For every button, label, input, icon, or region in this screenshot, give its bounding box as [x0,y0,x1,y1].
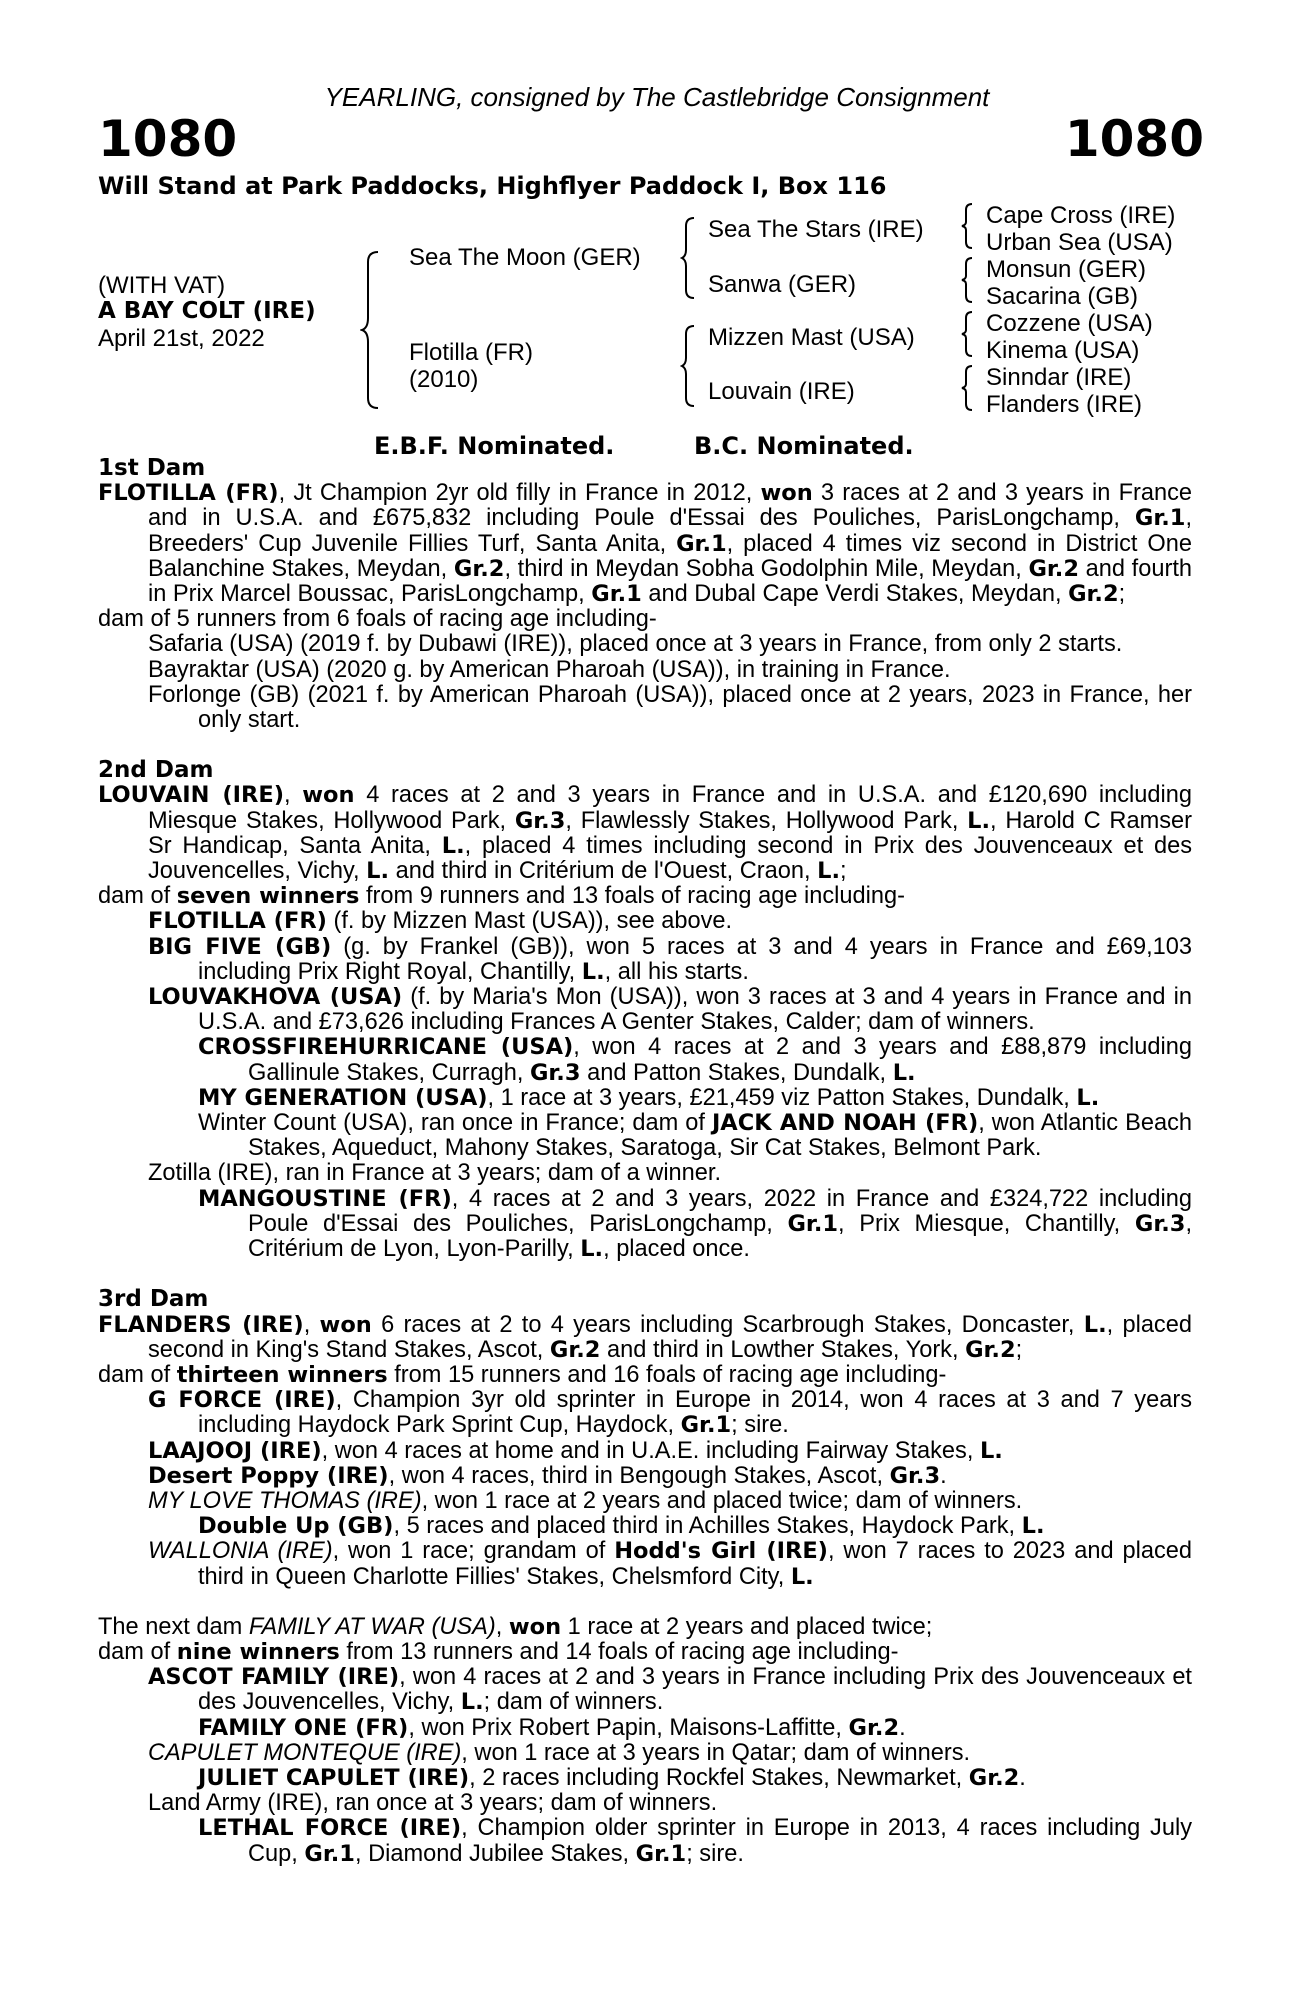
pedigree-brace-g3-4 [960,364,978,412]
produce-item: CAPULET MONTEQUE (IRE), won 1 race at 3 years in Qatar; dam of winners. [148,1739,971,1766]
third-dam-heading: 3rd Dam [98,1286,209,1313]
produce-item: Bayraktar (USA) (2020 g. by American Pharoah (USA)), in training in France. [148,656,951,683]
produce-item: WALLONIA (IRE), won 1 race; grandam of Hodd's Girl (IRE), won 7 races to 2023 and placed third in Queen Charlotte Fillies' Stakes, Chelsmford City, L. [148,1538,1192,1590]
pedigree-brace-main [360,248,390,412]
g4-8: Flanders (IRE) [986,391,1143,418]
g4-6: Kinema (USA) [986,337,1140,364]
produce-item: CROSSFIREHURRICANE (USA), won 4 races at 2 and 3 years and £88,879 including Gallinule Stakes, Curragh, Gr.3 and Patton Stakes, Dundalk, L. [198,1034,1192,1086]
produce-item: BIG FIVE (GB) (g. by Frankel (GB)), won 5 races at 3 and 4 years in France and £69,103 including Prix Right Royal, Chantilly, L., all his starts. [148,933,1192,985]
next-dam-produce-summary: dam of nine winners from 13 runners and 14 foals of racing age including- [98,1638,899,1665]
stand-location: Will Stand at Park Paddocks, Highflyer Paddock I, Box 116 [98,172,887,200]
produce-item: Land Army (IRE), ran once at 3 years; dam of winners. [148,1790,718,1817]
produce-item: ASCOT FAMILY (IRE), won 4 races at 2 and 3 years in France including Prix des Jouvenceaux et des Jouvencelles, Vichy, L.; dam of winners. [148,1664,1192,1716]
ebf-nomination: E.B.F. Nominated. [374,432,615,460]
g4-1: Cape Cross (IRE) [986,202,1176,229]
produce-item: LETHAL FORCE (IRE), Champion older sprinter in Europe in 2013, 4 races including July Cup, Gr.1, Diamond Jubilee Stakes, Gr.1; sire. [198,1815,1192,1867]
produce-item: Zotilla (IRE), ran in France at 3 years; dam of a winner. [148,1160,722,1187]
consignment-line: YEARLING, consigned by The Castlebridge Consignment [324,82,990,112]
g4-4: Sacarina (GB) [986,283,1139,310]
pedigree-brace-dam [680,324,700,408]
g3-dam-sire: Mizzen Mast (USA) [708,324,915,351]
produce-item: LAAJOOJ (IRE), won 4 races at home and in U.A.E. including Fairway Stakes, L. [148,1437,1003,1464]
third-dam-produce-summary: dam of thirteen winners from 15 runners and 16 foals of racing age including- [98,1361,947,1388]
g4-3: Monsun (GER) [986,256,1147,283]
lot-number-left: 1080 [98,110,238,168]
produce-item: FLOTILLA (FR) (f. by Mizzen Mast (USA)), see above. [148,908,733,935]
g3-sire-dam: Sanwa (GER) [708,271,857,298]
second-dam-entry: LOUVAIN (IRE), won 4 races at 2 and 3 years in France and in U.S.A. and £120,690 including Miesque Stakes, Hollywood Park, Gr.3, Flawlessly Stakes, Hollywood Park, L., Harold C Ramser Sr Handicap, Santa Anita, L., placed 4 times including second in Prix des Jouvenceaux et des Jouvencelles, Vichy, L. and third in Critérium de l'Ouest, Craon, L.; [98,782,1192,885]
lot-name: A BAY COLT (IRE) [98,298,316,324]
produce-item: Safaria (USA) (2019 f. by Dubawi (IRE)), placed once at 3 years in France, from only 2 starts. [148,631,1123,658]
next-dam-entry: The next dam FAMILY AT WAR (USA), won 1 race at 2 years and placed twice; [98,1613,933,1640]
produce-item: MANGOUSTINE (FR), 4 races at 2 and 3 years, 2022 in France and £324,722 including Poule d'Essai des Pouliches, ParisLongchamp, Gr.1, Prix Miesque, Chantilly, Gr.3, Critérium de Lyon, Lyon-Parilly, L., placed once. [198,1185,1192,1263]
g4-2: Urban Sea (USA) [986,229,1173,256]
third-dam-entry: FLANDERS (IRE), won 6 races at 2 to 4 years including Scarbrough Stakes, Doncaster, L., placed second in King's Stand Stakes, Ascot, Gr.2 and third in Lowther Stakes, York, Gr.2; [98,1311,1192,1363]
g3-dam-dam: Louvain (IRE) [708,378,855,405]
produce-item: FAMILY ONE (FR), won Prix Robert Papin, Maisons-Laffitte, Gr.2. [198,1714,906,1741]
bc-nomination: B.C. Nominated. [694,432,914,460]
produce-item: Desert Poppy (IRE), won 4 races, third in Bengough Stakes, Ascot, Gr.3. [148,1462,947,1489]
catalogue-body [98,456,1192,1867]
first-dam-produce-summary: dam of 5 runners from 6 foals of racing age including- [98,606,657,633]
pedigree-brace-g3-2 [960,256,978,304]
pedigree-brace-g3-3 [960,310,978,358]
second-dam-heading: 2nd Dam [98,757,214,784]
produce-item: G FORCE (IRE), Champion 3yr old sprinter in Europe in 2014, won 4 races at 3 and 7 years including Haydock Park Sprint Cup, Haydock, Gr.1; sire. [148,1387,1192,1439]
vat-note: (WITH VAT) [98,272,226,299]
g4-7: Sinndar (IRE) [986,364,1132,391]
produce-item: Winter Count (USA), ran once in France; dam of JACK AND NOAH (FR), won Atlantic Beach Stakes, Aqueduct, Mahony Stakes, Saratoga, Sir Cat Stakes, Belmont Park. [198,1110,1192,1162]
produce-item: LOUVAKHOVA (USA) (f. by Maria's Mon (USA)), won 3 races at 3 and 4 years in France and in U.S.A. and £73,626 including Frances A Genter Stakes, Calder; dam of winners. [148,984,1193,1036]
produce-item: Forlonge (GB) (2021 f. by American Pharoah (USA)), placed once at 2 years, 2023 in France, her only start. [148,681,1192,734]
lot-dob: April 21st, 2022 [98,325,265,352]
produce-item: MY GENERATION (USA), 1 race at 3 years, £21,459 viz Patton Stakes, Dundalk, L. [198,1084,1100,1111]
produce-item: JULIET CAPULET (IRE), 2 races including Rockfel Stakes, Newmarket, Gr.2. [198,1764,1026,1791]
pedigree-brace-g3-1 [960,202,978,250]
produce-item: MY LOVE THOMAS (IRE), won 1 race at 2 years and placed twice; dam of winners. [148,1487,1023,1514]
dam-year: (2010) [409,366,479,393]
produce-item: Double Up (GB), 5 races and placed third in Achilles Stakes, Haydock Park, L. [198,1513,1045,1540]
pedigree-brace-sire [680,216,700,300]
lot-number-right: 1080 [1064,110,1204,168]
second-dam-produce-summary: dam of seven winners from 9 runners and 13 foals of racing age including- [98,883,906,910]
dam-name: Flotilla (FR) [409,339,533,366]
sire-name: Sea The Moon (GER) [409,244,641,271]
first-dam-entry: FLOTILLA (FR), Jt Champion 2yr old filly in France in 2012, won 3 races at 2 and 3 years in France and in U.S.A. and £675,832 including Poule d'Essai des Pouliches, ParisLongchamp, Gr.1, Breeders' Cup Juvenile Fillies Turf, Santa Anita, Gr.1, placed 4 times viz second in District One Balanchine Stakes, Meydan, Gr.2, third in Meydan Sobha Godolphin Mile, Meydan, Gr.2 and fourth in Prix Marcel Boussac, ParisLongchamp, Gr.1 and Dubal Cape Verdi Stakes, Meydan, Gr.2; [98,480,1193,608]
g3-sire-sire: Sea The Stars (IRE) [708,216,924,243]
first-dam-heading: 1st Dam [98,455,206,481]
g4-5: Cozzene (USA) [986,310,1153,337]
